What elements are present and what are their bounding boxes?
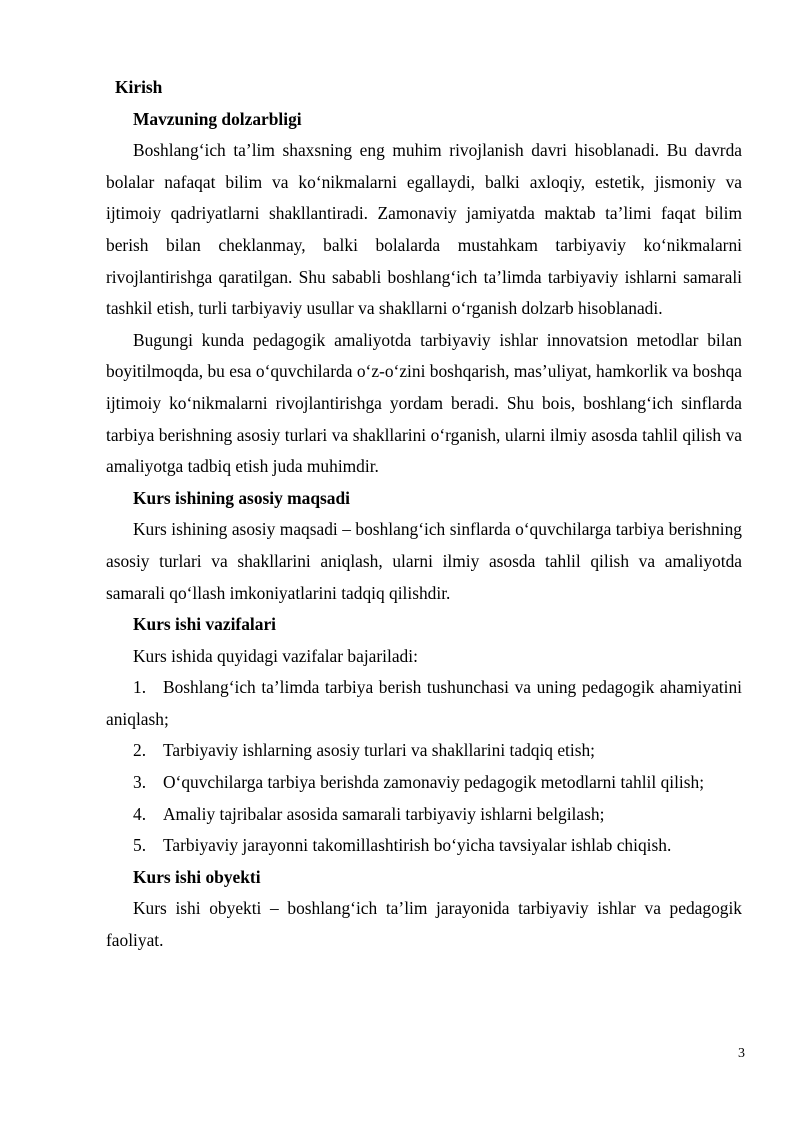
object-paragraph: Kurs ishi obyekti – boshlang‘ich ta’lim jarayonida tarbiyaviy ishlar va pedagogik faoliyat. xyxy=(106,898,742,951)
list-text: Tarbiyaviy ishlarning asosiy turlari va shakllarini tadqiq etish; xyxy=(163,740,596,761)
object-heading: Kurs ishi obyekti xyxy=(133,866,261,887)
list-text: Boshlang‘ich ta’limda tarbiya berish tushunchasi va uning pedagogik ahamiyatini aniqlash; xyxy=(106,677,742,729)
relevance-paragraph-1: Boshlang‘ich ta’lim shaxsning eng muhim rivojlanish davri hisoblanadi. Bu davrda bolalar nafaqat bilim va ko‘nikmalarni egallaydi, balki axloqiy, estetik, jismoniy va ijtimoiy qadriyatlarni shakllantiradi. Zamonaviy jamiyatda maktab ta’limi faqat bilim berish bilan cheklanmay, balki bolalarda mustahkam tarbiyaviy ko‘nikmalarni rivojlantirishga qaratilgan. Shu sababli boshlang‘ich ta’limda tarbiyaviy ishlarni samarali tashkil etish, turli tarbiyaviy usullar va shakllarni o‘rganish dolzarb hisoblanadi. xyxy=(106,140,742,319)
page-number: 3 xyxy=(738,1046,745,1061)
list-item xyxy=(106,672,742,735)
relevance-heading: Mavzuning dolzarbligi xyxy=(133,108,302,129)
tasks-intro: Kurs ishida quyidagi vazifalar bajariladi: xyxy=(133,645,418,666)
list-number: 5. xyxy=(133,835,147,856)
list-text: Amaliy tajribalar asosida samarali tarbiyaviy ishlarni belgilash; xyxy=(163,803,605,824)
list-item xyxy=(106,767,742,799)
list-number: 1. xyxy=(133,677,147,698)
page-content xyxy=(106,72,742,957)
goal-paragraph: Kurs ishining asosiy maqsadi – boshlang‘ich sinflarda o‘quvchilarga tarbiya berishning asosiy turlari va shakllarini aniqlash, ularni ilmiy asosda tahlil qilish va amaliyotda samarali qo‘llash imkoniyatlarini tadqiq qilishdir. xyxy=(106,519,742,603)
relevance-paragraph-2: Bugungi kunda pedagogik amaliyotda tarbiyaviy ishlar innovatsion metodlar bilan boyitilmoqda, bu esa o‘quvchilarda o‘z-o‘zini boshqarish, mas’uliyat, hamkorlik va boshqa ijtimoiy ko‘nikmalarni rivojlantirishga yordam beradi. Shu bois, boshlang‘ich sinflarda tarbiya berishning asosiy turlari va shakllarini o‘rganish, ularni ilmiy asosda tahlil qilish va amaliyotga tadbiq etish juda muhimdir. xyxy=(106,329,742,477)
tasks-heading: Kurs ishi vazifalari xyxy=(133,614,276,635)
list-number: 2. xyxy=(133,740,147,761)
list-text: O‘quvchilarga tarbiya berishda zamonaviy pedagogik metodlarni tahlil qilish; xyxy=(163,772,705,793)
goal-heading: Kurs ishining asosiy maqsadi xyxy=(133,487,350,508)
list-item xyxy=(106,830,742,862)
list-item xyxy=(106,799,742,831)
intro-heading: Kirish xyxy=(115,77,163,97)
list-text: Tarbiyaviy jarayonni takomillashtirish bo‘yicha tavsiyalar ishlab chiqish. xyxy=(163,835,672,856)
list-number: 4. xyxy=(133,803,147,824)
list-number: 3. xyxy=(133,772,147,793)
list-item xyxy=(106,735,742,767)
